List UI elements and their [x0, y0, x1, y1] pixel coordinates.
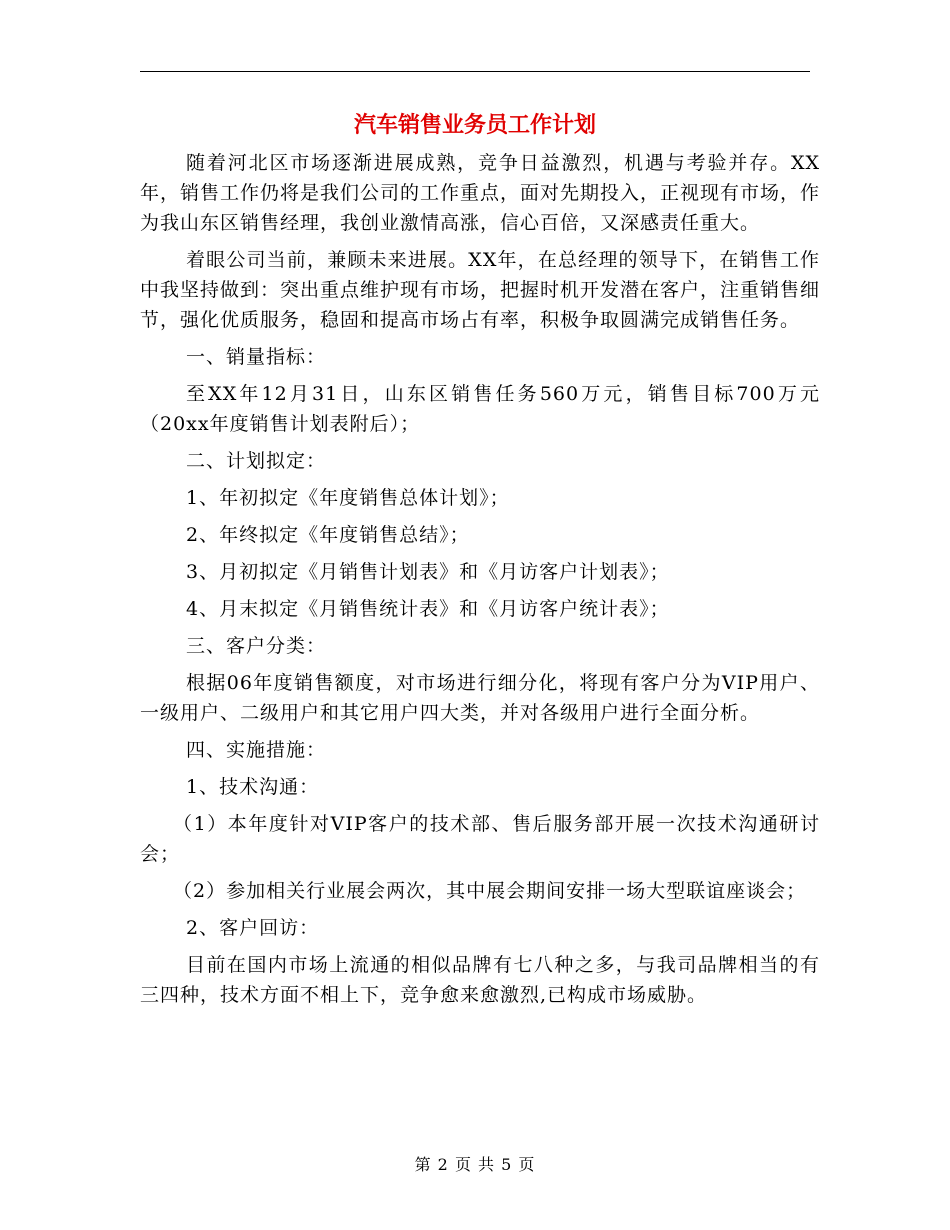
list-item: （1）本年度针对VIP客户的技术部、售后服务部开展一次技术沟通研讨会；: [140, 813, 820, 865]
paragraph-customer-classification: 根据06年度销售额度，对市场进行细分化，将现有客户分为VIP用户、一级用户、二级用户和其它用户四大类，并对各级用户进行全面分析。: [140, 672, 820, 724]
heading-plan-drafting: 二、计划拟定：: [186, 450, 327, 472]
paragraph-competition: 目前在国内市场上流通的相似品牌有七八种之多，与我司品牌相当的有三四种，技术方面不相上下，竞争愈来愈激烈,已构成市场威胁。: [140, 954, 820, 1006]
heading-measures: 四、实施措施：: [186, 739, 327, 761]
list-item: 3、月初拟定《月销售计划表》和《月访客户计划表》；: [186, 561, 670, 583]
paragraph-focus: 着眼公司当前，兼顾未来进展。XX年，在总经理的领导下，在销售工作中我坚持做到：突出重点维护现有市场，把握时机开发潜在客户，注重销售细节，强化优质服务，稳固和提高市场占有率，积极争取圆满完成销售任务。: [140, 249, 821, 331]
list-item: 4、月末拟定《月销售统计表》和《月访客户统计表》；: [186, 598, 670, 620]
paragraph-sales-target: 至XX年12月31日，山东区销售任务560万元，销售目标700万元（20xx年度销售计划表附后）；: [140, 383, 820, 435]
header-rule: [140, 71, 810, 72]
document-title: 汽车销售业务员工作计划: [353, 113, 596, 138]
heading-sales-target: 一、销量指标：: [186, 346, 327, 368]
heading-technical-communication: 1、技术沟通：: [186, 776, 320, 798]
heading-customer-visits: 2、客户回访：: [186, 917, 320, 939]
page-number: 第 2 页 共 5 页: [414, 1155, 536, 1174]
list-item: 2、年终拟定《年度销售总结》；: [186, 524, 470, 546]
list-item: （2）参加相关行业展会两次，其中展会期间安排一场大型联谊座谈会；: [173, 880, 807, 902]
heading-customer-classification: 三、客户分类：: [186, 635, 327, 657]
paragraph-intro: 随着河北区市场逐渐进展成熟，竞争日益激烈，机遇与考验并存。XX年，销售工作仍将是我们公司的工作重点，面对先期投入，正视现有市场，作为我山东区销售经理，我创业激情高涨，信心百倍，又深感责任重大。: [140, 152, 821, 234]
document-body: [140, 148, 820, 1010]
list-item: 1、年初拟定《年度销售总体计划》；: [186, 487, 510, 509]
